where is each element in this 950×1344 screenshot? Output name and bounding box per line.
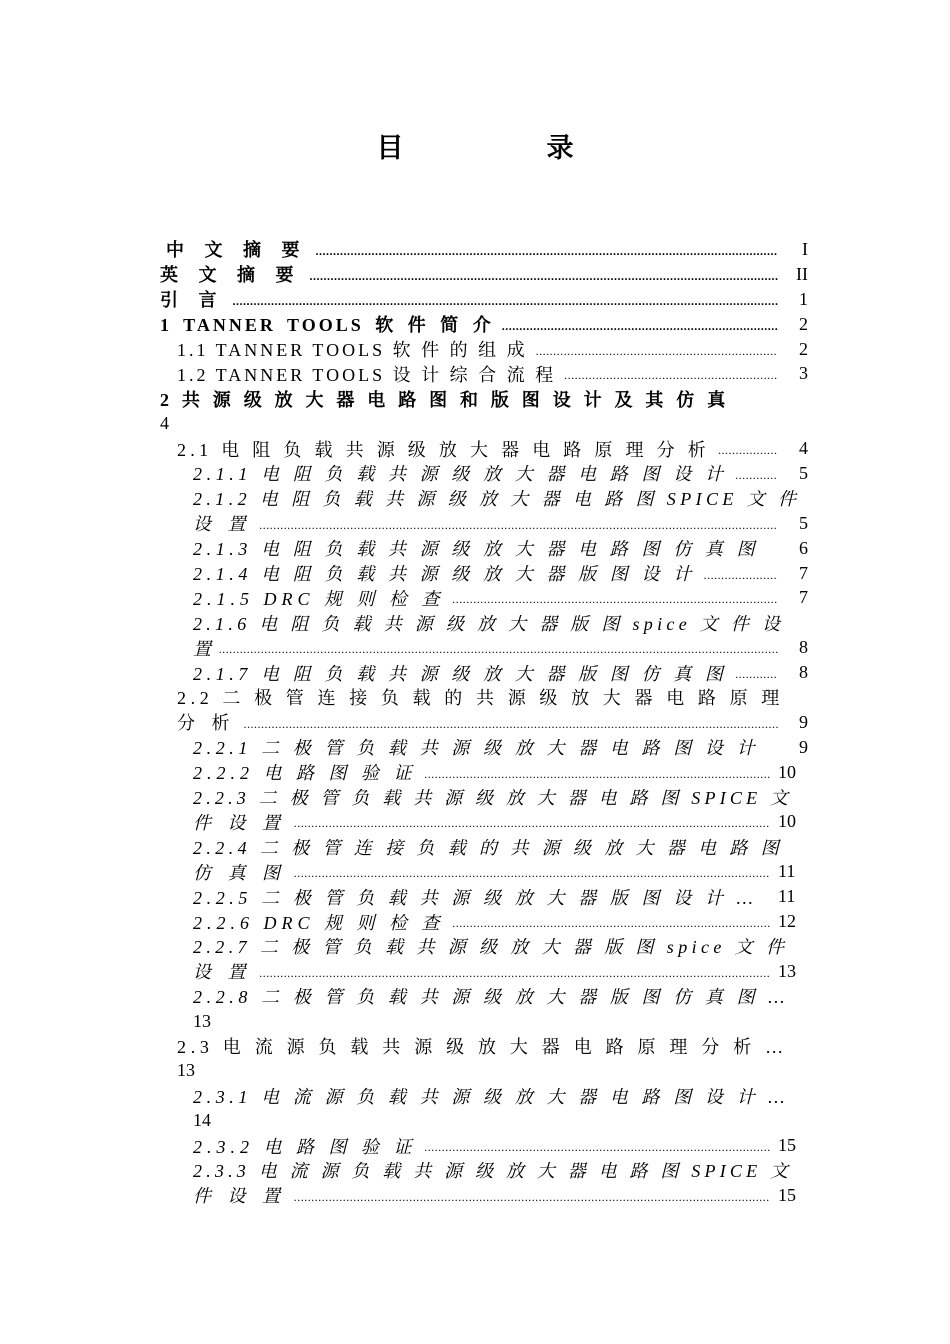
dot-leader xyxy=(244,712,779,733)
toc-label: 2.3.2 电 路 图 验 证 xyxy=(193,1136,417,1157)
toc-label: 2.2.3 二 极 管 负 载 共 源 级 放 大 器 电 路 图 SPICE 文 xyxy=(193,788,793,809)
dot-leader xyxy=(425,1135,771,1156)
toc-label-cont: 仿 真 图 xyxy=(193,862,286,883)
toc-label-cont: 设 置 xyxy=(193,514,252,535)
toc-label: 引 言 xyxy=(160,290,225,311)
toc-page: 10 xyxy=(778,761,796,782)
toc-page: 3 xyxy=(799,363,808,384)
toc-label: 2.2.4 二 极 管 连 接 负 载 的 共 源 级 放 大 器 电 路 图 xyxy=(193,837,784,858)
toc-page: 7 xyxy=(799,587,808,608)
toc-label: 2 共 源 级 放 大 器 电 路 图 和 版 图 设 计 及 其 仿 真 xyxy=(160,389,730,410)
toc-entry-introduction[interactable] xyxy=(160,287,808,312)
toc-label: 2.2.7 二 极 管 负 载 共 源 级 放 大 器 版 图 spice 文 件 xyxy=(193,937,789,958)
toc-page: 9 xyxy=(799,711,808,732)
toc-entry-2-2-8-page xyxy=(160,1009,808,1034)
toc-page: 2 xyxy=(799,313,808,334)
toc-entry-2-1-5[interactable] xyxy=(160,585,808,610)
toc-label: 2.2.6 DRC 规 则 检 查 xyxy=(193,912,445,933)
toc-page: 13 xyxy=(193,1010,211,1031)
toc-label: 2.1 电 阻 负 载 共 源 级 放 大 器 电 路 原 理 分 析 xyxy=(177,439,710,460)
dot-leader xyxy=(453,587,779,608)
table-of-contents xyxy=(160,237,808,1208)
toc-label: 2.3 电 流 源 负 载 共 源 级 放 大 器 电 路 原 理 分 析 … xyxy=(177,1036,788,1057)
toc-page: 4 xyxy=(160,413,169,434)
toc-label: 1 TANNER TOOLS 软 件 简 介 xyxy=(160,315,494,336)
toc-entry-english-abstract[interactable] xyxy=(160,262,808,287)
toc-entry-2-2-8[interactable] xyxy=(160,984,808,1009)
toc-entry-2-2-7[interactable] xyxy=(160,934,808,959)
toc-label: 中 文 摘 要 xyxy=(166,240,308,261)
toc-entry-2-1-4[interactable] xyxy=(160,561,808,586)
toc-page: 9 xyxy=(799,736,808,757)
toc-entry-2-2-cont xyxy=(160,710,808,735)
toc-page: 8 xyxy=(799,637,808,658)
toc-page: 5 xyxy=(799,512,808,533)
toc-entry-2-3-2[interactable] xyxy=(160,1133,808,1158)
toc-entry-2-2[interactable] xyxy=(160,685,808,710)
toc-entry-2-1-7[interactable] xyxy=(160,660,808,685)
toc-entry-2-1-6-cont xyxy=(160,635,808,660)
toc-entry-2-3-1-page xyxy=(160,1108,808,1133)
dot-leader xyxy=(564,363,778,384)
toc-entry-2-3-1[interactable] xyxy=(160,1083,808,1108)
dot-leader xyxy=(260,961,771,982)
dot-leader xyxy=(233,289,779,310)
toc-label: 2.3.3 电 流 源 负 载 共 源 级 放 大 器 电 路 图 SPICE 文 xyxy=(193,1161,793,1182)
toc-label: 2.2.2 电 路 图 验 证 xyxy=(193,763,417,784)
toc-page: 6 xyxy=(799,537,808,558)
dot-leader xyxy=(704,563,778,584)
page-title: 目 录 xyxy=(376,133,632,164)
toc-page: 8 xyxy=(799,662,808,683)
toc-page: I xyxy=(802,238,808,259)
toc-entry-2-2-4[interactable] xyxy=(160,834,808,859)
toc-label-cont: 设 置 xyxy=(193,962,252,983)
dot-leader xyxy=(310,264,779,285)
dot-leader xyxy=(425,762,771,783)
dot-leader xyxy=(453,911,771,932)
toc-label-cont: 件 设 置 xyxy=(193,812,286,833)
toc-entry-2-1-3[interactable] xyxy=(160,536,808,561)
toc-label: 2.1.4 电 阻 负 载 共 源 级 放 大 器 版 图 设 计 xyxy=(193,564,696,585)
toc-page: 2 xyxy=(799,338,808,359)
toc-entry-chapter-2-page xyxy=(160,411,808,436)
toc-entry-2-1-6[interactable] xyxy=(160,610,808,635)
toc-page: 10 xyxy=(778,811,796,832)
toc-entry-2-2-4-cont xyxy=(160,859,808,884)
toc-page: 11 xyxy=(778,886,796,907)
toc-label: 2.2 二 极 管 连 接 负 载 的 共 源 级 放 大 器 电 路 原 理 xyxy=(177,688,784,709)
toc-entry-2-3-page xyxy=(160,1058,808,1083)
toc-label: 2.1.3 电 阻 负 载 共 源 级 放 大 器 电 路 图 仿 真 图 xyxy=(193,539,760,560)
toc-page: 11 xyxy=(778,861,796,882)
toc-label-cont: 分 析 xyxy=(177,713,236,734)
toc-page: 13 xyxy=(778,960,796,981)
toc-label: 2.2.5 二 极 管 负 载 共 源 级 放 大 器 版 图 设 计 … xyxy=(193,887,758,908)
toc-label: 2.1.2 电 阻 负 载 共 源 级 放 大 器 电 路 图 SPICE 文 件 xyxy=(193,489,801,510)
dot-leader xyxy=(294,861,770,882)
toc-entry-1-2[interactable] xyxy=(160,361,808,386)
toc-label: 2.1.6 电 阻 负 载 共 源 级 放 大 器 版 图 spice 文 件 设 xyxy=(193,613,785,634)
toc-entry-2-2-5[interactable] xyxy=(160,884,808,909)
toc-label: 2.2.1 二 极 管 负 载 共 源 级 放 大 器 电 路 图 设 计 xyxy=(193,738,760,759)
toc-entry-2-2-7-cont xyxy=(160,959,808,984)
toc-entry-2-2-2[interactable] xyxy=(160,760,808,785)
toc-entry-2-2-3[interactable] xyxy=(160,785,808,810)
toc-page: II xyxy=(796,263,808,284)
dot-leader xyxy=(736,662,779,683)
toc-label: 2.1.7 电 阻 负 载 共 源 级 放 大 器 版 图 仿 真 图 xyxy=(193,663,728,684)
toc-entry-2-1[interactable] xyxy=(160,436,808,461)
toc-label: 2.2.8 二 极 管 负 载 共 源 级 放 大 器 版 图 仿 真 图 … xyxy=(193,987,789,1008)
dot-leader xyxy=(316,239,779,260)
toc-entry-2-1-2-cont xyxy=(160,511,808,536)
toc-page: 15 xyxy=(778,1135,796,1155)
toc-page: 4 xyxy=(799,438,808,459)
toc-page: 14 xyxy=(193,1110,211,1131)
toc-entry-2-2-6[interactable] xyxy=(160,909,808,934)
toc-label: 2.3.1 电 流 源 负 载 共 源 级 放 大 器 电 路 图 设 计 … xyxy=(193,1086,789,1107)
toc-page: 12 xyxy=(778,910,796,931)
toc-entry-1-1[interactable] xyxy=(160,337,808,362)
toc-entry-2-3-3-cont xyxy=(160,1183,808,1208)
dot-leader xyxy=(260,513,779,534)
dot-leader xyxy=(736,463,779,484)
toc-label: 1.2 TANNER TOOLS 设 计 综 合 流 程 xyxy=(177,364,557,385)
toc-label: 2.1.5 DRC 规 则 检 查 xyxy=(193,588,445,609)
toc-label-cont: 件 设 置 xyxy=(193,1186,286,1207)
toc-label: 英 文 摘 要 xyxy=(160,265,302,286)
dot-leader xyxy=(219,637,778,658)
dot-leader xyxy=(294,811,770,832)
toc-entry-chinese-abstract[interactable] xyxy=(160,237,808,262)
dot-leader xyxy=(294,1185,770,1206)
dot-leader xyxy=(718,438,778,459)
toc-entry-chapter-1[interactable] xyxy=(160,312,808,337)
toc-entry-2-1-1[interactable] xyxy=(160,461,808,486)
toc-page: 13 xyxy=(177,1060,195,1081)
toc-page: 7 xyxy=(799,562,808,583)
toc-page: 15 xyxy=(778,1184,796,1205)
dot-leader xyxy=(502,314,778,335)
toc-entry-2-1-2[interactable] xyxy=(160,486,808,511)
toc-label: 1.1 TANNER TOOLS 软 件 的 组 成 xyxy=(177,340,528,361)
toc-label-cont: 置 xyxy=(193,638,211,659)
toc-entry-2-2-1[interactable] xyxy=(160,735,808,760)
dot-leader xyxy=(536,339,778,360)
toc-entry-2-3[interactable] xyxy=(160,1034,808,1059)
toc-page: 1 xyxy=(799,288,808,309)
toc-label: 2.1.1 电 阻 负 载 共 源 级 放 大 器 电 路 图 设 计 xyxy=(193,464,728,485)
toc-entry-chapter-2[interactable] xyxy=(160,386,808,411)
toc-entry-2-2-3-cont xyxy=(160,809,808,834)
toc-entry-2-3-3[interactable] xyxy=(160,1158,808,1183)
toc-page: 5 xyxy=(799,462,808,483)
